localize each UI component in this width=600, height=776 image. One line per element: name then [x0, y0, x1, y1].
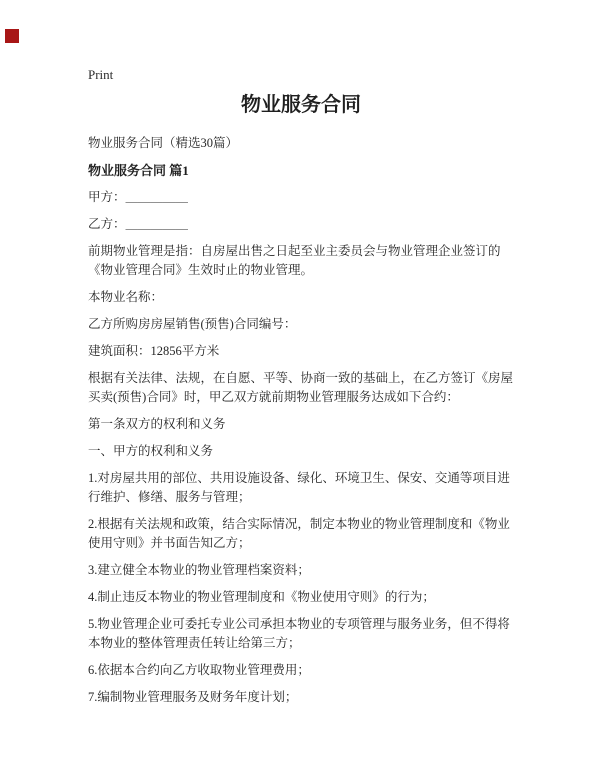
paragraph: 物业服务合同（精选30篇）	[88, 136, 239, 150]
paragraph: 3.建立健全本物业的物业管理档案资料；	[88, 563, 310, 577]
paragraph: 5.物业管理企业可委托专业公司承担本物业的专项管理与服务业务，但不得将本物业的整体管理责任转让给第三方；	[88, 617, 510, 650]
document-paragraphs	[88, 134, 514, 707]
section-heading: 物业服务合同 篇1	[88, 163, 189, 178]
red-square-marker	[5, 29, 19, 43]
paragraph: 本物业名称：	[88, 290, 164, 304]
document-content	[88, 92, 514, 715]
paragraph: 1.对房屋共用的部位、共用设施设备、绿化、环境卫生、保安、交通等项目进行维护、修缮、服务与管理；	[88, 471, 510, 504]
paragraph: 4.制止违反本物业的物业管理制度和《物业使用守则》的行为；	[88, 590, 435, 604]
paragraph: 第一条双方的权利和义务	[88, 417, 226, 431]
paragraph: 2.根据有关法规和政策，结合实际情况，制定本物业的物业管理制度和《物业使用守则》并书面告知乙方；	[88, 517, 510, 550]
paragraph: 前期物业管理是指：自房屋出售之日起至业主委员会与物业管理企业签订的《物业管理合同》生效时止的物业管理。	[88, 244, 501, 277]
document-title: 物业服务合同	[241, 94, 361, 116]
paragraph: 乙方所购房房屋销售(预售)合同编号：	[88, 317, 297, 331]
paragraph: 根据有关法律、法规，在自愿、平等、协商一致的基础上，在乙方签订《房屋买卖(预售)合同》时，甲乙双方就前期物业管理服务达成如下合约：	[88, 371, 514, 404]
paragraph: 6.依据本合约向乙方收取物业管理费用；	[88, 663, 310, 677]
paragraph: 乙方：＿＿＿＿＿	[88, 217, 189, 231]
paragraph: 一、甲方的权利和义务	[88, 444, 214, 458]
paragraph: 建筑面积：12856平方米	[88, 344, 220, 358]
paragraph: 甲方：＿＿＿＿＿	[88, 190, 189, 204]
paragraph: 7.编制物业管理服务及财务年度计划；	[88, 690, 298, 704]
print-button[interactable]: Print	[88, 67, 114, 82]
